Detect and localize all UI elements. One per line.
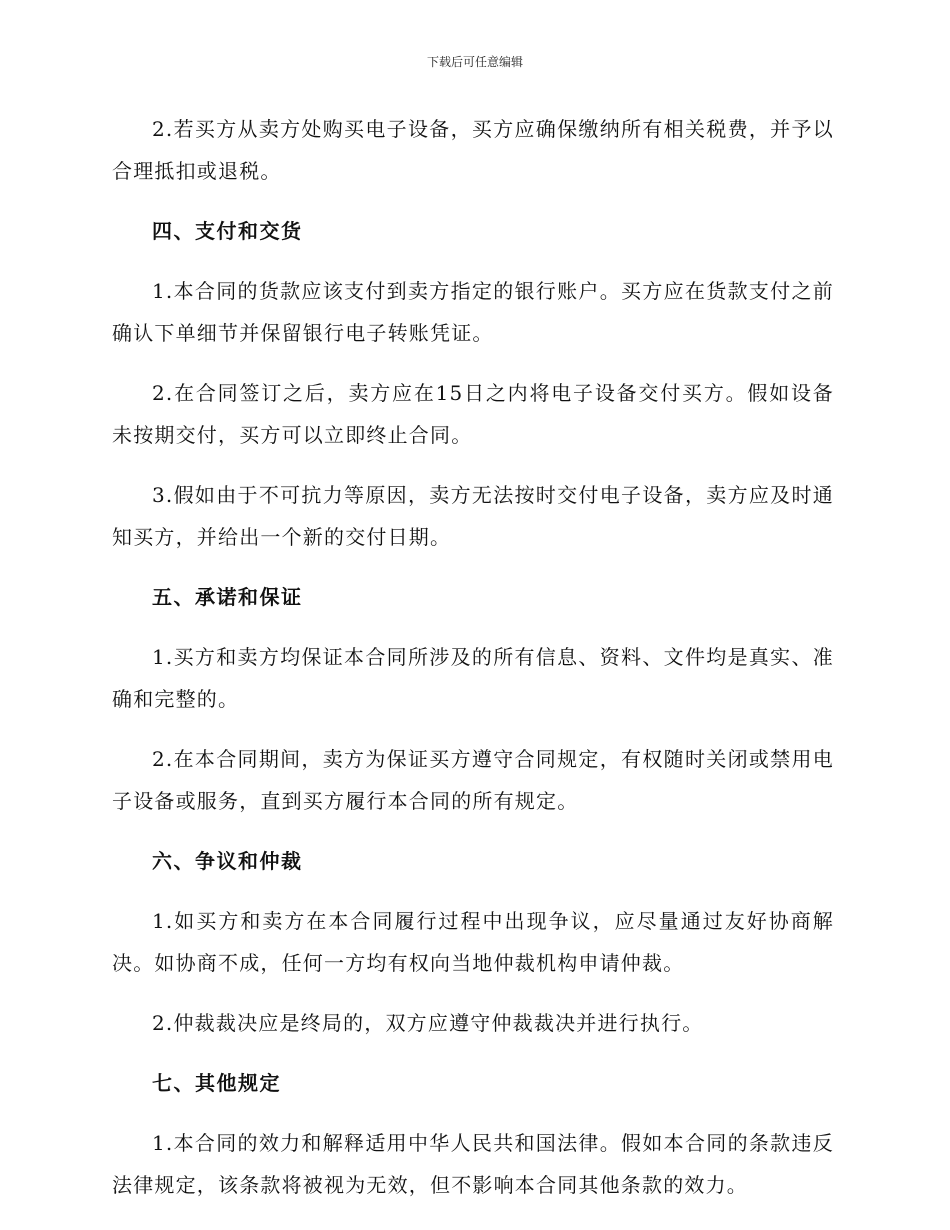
paragraph-force-majeure: 3.假如由于不可抗力等原因，卖方无法按时交付电子设备，卖方应及时通知买方，并给出一个新的交付日期。	[112, 483, 834, 549]
paragraph-payment-account: 1.本合同的货款应该支付到卖方指定的银行账户。买方应在货款支付之前确认下单细节并保留银行电子转账凭证。	[112, 279, 834, 345]
section-heading-warranty: 五、承诺和保证	[152, 585, 303, 609]
paragraph-device-disable: 2.在本合同期间，卖方为保证买方遵守合同规定，有权随时关闭或禁用电子设备或服务，直到买方履行本合同的所有规定。	[112, 747, 834, 813]
paragraph-delivery-deadline: 2.在合同签订之后，卖方应在15日之内将电子设备交付买方。假如设备未按期交付，买方可以立即终止合同。	[112, 381, 834, 447]
section-heading-payment-delivery: 四、支付和交货	[152, 219, 303, 243]
paragraph-governing-law: 1.本合同的效力和解释适用中华人民共和国法律。假如本合同的条款违反法律规定，该条款将被视为无效，但不影响本合同其他条款的效力。	[112, 1131, 834, 1197]
page-header: 下载后可任意编辑	[426, 55, 523, 69]
paragraph-tax: 2.若买方从卖方处购买电子设备，买方应确保缴纳所有相关税费，并予以合理抵扣或退税。	[112, 117, 834, 183]
paragraph-negotiation: 1.如买方和卖方在本合同履行过程中出现争议，应尽量通过友好协商解决。如协商不成，任何一方均有权向当地仲裁机构申请仲裁。	[112, 909, 834, 975]
section-heading-dispute: 六、争议和仲裁	[152, 849, 303, 873]
paragraph-arbitration-final: 2.仲裁裁决应是终局的，双方应遵守仲裁裁决并进行执行。	[152, 1011, 704, 1035]
section-heading-other: 七、其他规定	[152, 1071, 281, 1095]
document-body	[112, 108, 834, 1224]
paragraph-information-accuracy: 1.买方和卖方均保证本合同所涉及的所有信息、资料、文件均是真实、准确和完整的。	[112, 645, 834, 711]
